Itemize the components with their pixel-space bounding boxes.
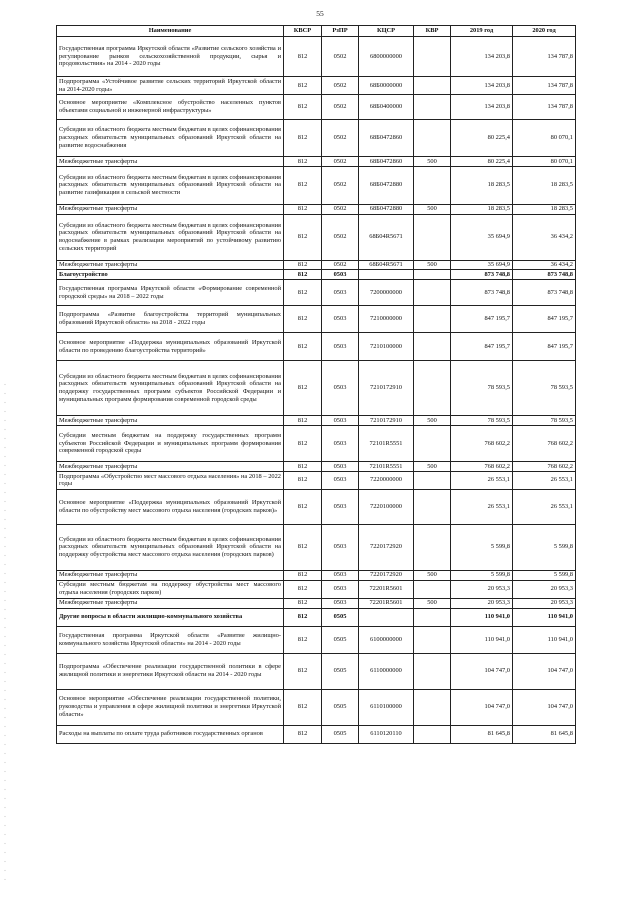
cell-2019: 847 195,7 [451, 333, 513, 361]
cell-name: Субсидии из областного бюджета местным бюджетам в целях софинансирования расходных обязательств муниципальных образований Иркутской области на развитие газификации в сельской местности [57, 166, 284, 204]
cell-2020: 26 553,1 [513, 489, 576, 524]
cell-kvr: 500 [414, 416, 451, 426]
cell-name: Межбюджетные трансферты [57, 260, 284, 270]
cell-kcsr [359, 608, 414, 626]
cell-name: Основное мероприятие «Комплексное обустройство населенных пунктов объектами социальной и инженерной инфраструктуры» [57, 95, 284, 120]
cell-kcsr: 72101R5551 [359, 462, 414, 472]
cell-2019: 18 283,5 [451, 166, 513, 204]
table-row [57, 95, 576, 120]
cell-2020: 81 645,8 [513, 725, 576, 743]
table-row [57, 653, 576, 689]
table-row [57, 361, 576, 416]
cell-kvsr: 812 [284, 95, 322, 120]
table-row [57, 608, 576, 626]
cell-rzpr: 0502 [322, 260, 359, 270]
cell-2020: 847 195,7 [513, 306, 576, 333]
table-row [57, 280, 576, 306]
header-kvsr: КВСР [284, 26, 322, 37]
cell-rzpr: 0502 [322, 77, 359, 95]
cell-2019: 134 203,8 [451, 77, 513, 95]
header-kcsr: КЦСР [359, 26, 414, 37]
cell-kvsr: 812 [284, 270, 322, 280]
cell-rzpr: 0505 [322, 689, 359, 725]
cell-rzpr: 0503 [322, 333, 359, 361]
cell-kcsr: 6110000000 [359, 653, 414, 689]
cell-kvsr: 812 [284, 689, 322, 725]
cell-2020: 104 747,0 [513, 689, 576, 725]
cell-name: Межбюджетные трансферты [57, 598, 284, 608]
cell-kcsr: 7220100000 [359, 489, 414, 524]
cell-kvsr: 812 [284, 260, 322, 270]
cell-kcsr [359, 270, 414, 280]
cell-2020: 78 593,5 [513, 361, 576, 416]
cell-kcsr: 68Б0400000 [359, 95, 414, 120]
budget-table [56, 25, 576, 744]
cell-rzpr: 0503 [322, 426, 359, 462]
cell-2020: 110 941,0 [513, 626, 576, 653]
table-row [57, 204, 576, 214]
table-row [57, 416, 576, 426]
table-row [57, 626, 576, 653]
cell-2020: 80 070,1 [513, 120, 576, 157]
cell-name: Государственная программа Иркутской области «Формирование современной городской среды» на 2018 – 2022 годы [57, 280, 284, 306]
cell-kvsr: 812 [284, 166, 322, 204]
cell-kvr [414, 280, 451, 306]
cell-kvr [414, 524, 451, 570]
cell-2020: 78 593,5 [513, 416, 576, 426]
cell-kcsr: 6100000000 [359, 626, 414, 653]
table-row [57, 580, 576, 598]
cell-kvr [414, 120, 451, 157]
table-row [57, 725, 576, 743]
cell-name: Межбюджетные трансферты [57, 570, 284, 580]
cell-name: Подпрограмма «Обеспечение реализации государственной политики в сфере жилищной политики и энергетики Иркутской области на 2014 - 2020 годы [57, 653, 284, 689]
cell-2020: 18 283,5 [513, 204, 576, 214]
table-row [57, 462, 576, 472]
cell-2019: 104 747,0 [451, 653, 513, 689]
cell-name: Межбюджетные трансферты [57, 462, 284, 472]
scan-margin-dots [3, 380, 7, 880]
cell-rzpr: 0502 [322, 157, 359, 167]
cell-2020: 134 787,8 [513, 95, 576, 120]
cell-kvsr: 812 [284, 489, 322, 524]
cell-2020: 5 599,8 [513, 524, 576, 570]
cell-kvsr: 812 [284, 361, 322, 416]
cell-2020: 36 434,2 [513, 260, 576, 270]
cell-name: Субсидии местным бюджетам на поддержку государственных программ субъектов Российской Федерации и муниципальных программ формирования современной городской среды [57, 426, 284, 462]
cell-kvsr: 812 [284, 524, 322, 570]
table-header-row [57, 26, 576, 37]
cell-2019: 110 941,0 [451, 626, 513, 653]
cell-name: Субсидии местным бюджетам на поддержку обустройства мест массового отдыха населения (городских парков) [57, 580, 284, 598]
cell-kvr [414, 608, 451, 626]
cell-kvsr: 812 [284, 598, 322, 608]
cell-kvr [414, 626, 451, 653]
table-row [57, 270, 576, 280]
cell-kvsr: 812 [284, 306, 322, 333]
cell-kvsr: 812 [284, 725, 322, 743]
header-rzpr: РзПР [322, 26, 359, 37]
cell-rzpr: 0505 [322, 608, 359, 626]
cell-2019: 35 694,9 [451, 214, 513, 260]
table-row [57, 333, 576, 361]
cell-kcsr: 68Б0472860 [359, 120, 414, 157]
cell-2019: 20 953,3 [451, 598, 513, 608]
cell-2020: 768 602,2 [513, 462, 576, 472]
cell-kvsr: 812 [284, 462, 322, 472]
cell-2020: 847 195,7 [513, 333, 576, 361]
cell-2019: 78 593,5 [451, 361, 513, 416]
cell-kvr [414, 37, 451, 77]
cell-kvsr: 812 [284, 37, 322, 77]
cell-kcsr: 72101R5551 [359, 426, 414, 462]
cell-kcsr: 68Б04R5671 [359, 260, 414, 270]
cell-rzpr: 0503 [322, 489, 359, 524]
cell-2020: 768 602,2 [513, 426, 576, 462]
cell-2019: 35 694,9 [451, 260, 513, 270]
cell-2019: 18 283,5 [451, 204, 513, 214]
cell-name: Подпрограмма «Устойчивое развитие сельских территорий Иркутской области на 2014-2020 годы» [57, 77, 284, 95]
cell-2020: 20 953,3 [513, 580, 576, 598]
cell-kvsr: 812 [284, 333, 322, 361]
cell-2020: 26 553,1 [513, 471, 576, 489]
cell-2019: 5 599,8 [451, 570, 513, 580]
cell-kvr: 500 [414, 157, 451, 167]
cell-2020: 873 748,8 [513, 270, 576, 280]
cell-name: Основное мероприятие «Обеспечение реализации государственной политики, руководства и управления в сфере жилищной политики и энергетики Иркутской области» [57, 689, 284, 725]
table-row [57, 166, 576, 204]
cell-rzpr: 0502 [322, 214, 359, 260]
cell-rzpr: 0503 [322, 471, 359, 489]
cell-rzpr: 0503 [322, 524, 359, 570]
header-2020: 2020 год [513, 26, 576, 37]
cell-kcsr: 72201R5601 [359, 598, 414, 608]
cell-kvr: 500 [414, 570, 451, 580]
cell-kvr [414, 214, 451, 260]
cell-rzpr: 0502 [322, 120, 359, 157]
cell-kcsr: 72201R5601 [359, 580, 414, 598]
cell-rzpr: 0503 [322, 570, 359, 580]
table-body [57, 37, 576, 744]
cell-kcsr: 7210100000 [359, 333, 414, 361]
cell-rzpr: 0505 [322, 725, 359, 743]
cell-2020: 134 787,8 [513, 37, 576, 77]
cell-2020: 36 434,2 [513, 214, 576, 260]
cell-kvr: 500 [414, 462, 451, 472]
cell-2019: 20 953,3 [451, 580, 513, 598]
cell-2019: 80 225,4 [451, 157, 513, 167]
cell-kcsr: 7220000000 [359, 471, 414, 489]
cell-rzpr: 0503 [322, 270, 359, 280]
cell-kvr [414, 689, 451, 725]
cell-rzpr: 0502 [322, 37, 359, 77]
cell-rzpr: 0503 [322, 280, 359, 306]
cell-2020: 5 599,8 [513, 570, 576, 580]
cell-name: Основное мероприятие «Поддержка муниципальных образований Иркутской области по обустройству мест массового отдыха населения (городских парков)» [57, 489, 284, 524]
cell-kcsr: 7220172920 [359, 570, 414, 580]
page-number: 55 [316, 9, 324, 18]
cell-kvr [414, 471, 451, 489]
cell-2019: 26 553,1 [451, 489, 513, 524]
table-row [57, 77, 576, 95]
cell-kvr [414, 270, 451, 280]
cell-kvr [414, 333, 451, 361]
header-2019: 2019 год [451, 26, 513, 37]
cell-kvr [414, 361, 451, 416]
cell-rzpr: 0503 [322, 416, 359, 426]
cell-kvsr: 812 [284, 416, 322, 426]
cell-rzpr: 0502 [322, 95, 359, 120]
header-name: Наименование [57, 26, 284, 37]
cell-kvsr: 812 [284, 77, 322, 95]
cell-kcsr: 68Б0000000 [359, 77, 414, 95]
table-row [57, 598, 576, 608]
cell-2019: 873 748,8 [451, 280, 513, 306]
table-row [57, 689, 576, 725]
table-row [57, 306, 576, 333]
cell-rzpr: 0502 [322, 204, 359, 214]
cell-rzpr: 0503 [322, 306, 359, 333]
cell-2020: 80 070,1 [513, 157, 576, 167]
cell-name: Государственная программа Иркутской области «Развитие сельского хозяйства и регулирование рынков сельскохозяйственной продукции, сырья и продовольствия» на 2014 - 2020 годы [57, 37, 284, 77]
cell-kvsr: 812 [284, 608, 322, 626]
cell-kcsr: 6800000000 [359, 37, 414, 77]
cell-kvr: 500 [414, 260, 451, 270]
cell-2020: 134 787,8 [513, 77, 576, 95]
table-row [57, 260, 576, 270]
cell-2019: 768 602,2 [451, 462, 513, 472]
cell-2019: 5 599,8 [451, 524, 513, 570]
cell-rzpr: 0503 [322, 462, 359, 472]
table-row [57, 214, 576, 260]
cell-kcsr: 6110100000 [359, 689, 414, 725]
cell-kvr [414, 725, 451, 743]
cell-kvr [414, 306, 451, 333]
cell-kcsr: 7210172910 [359, 361, 414, 416]
cell-rzpr: 0503 [322, 580, 359, 598]
table-row [57, 489, 576, 524]
cell-kvr [414, 580, 451, 598]
cell-kvr [414, 166, 451, 204]
cell-2020: 110 941,0 [513, 608, 576, 626]
cell-rzpr: 0502 [322, 166, 359, 204]
cell-kvr: 500 [414, 598, 451, 608]
cell-name: Расходы на выплаты по оплате труда работников государственных органов [57, 725, 284, 743]
table-row [57, 37, 576, 77]
cell-name: Благоустройство [57, 270, 284, 280]
cell-kcsr: 68Б04R5671 [359, 214, 414, 260]
cell-name: Подпрограмма «Развитие благоустройства территорий муниципальных образований Иркутской области» на 2018 - 2022 годы [57, 306, 284, 333]
header-kvr: КВР [414, 26, 451, 37]
cell-name: Другие вопросы в области жилищно-коммунального хозяйства [57, 608, 284, 626]
cell-kcsr: 68Б0472880 [359, 204, 414, 214]
cell-2020: 18 283,5 [513, 166, 576, 204]
cell-2019: 26 553,1 [451, 471, 513, 489]
cell-kvsr: 812 [284, 471, 322, 489]
cell-kvsr: 812 [284, 204, 322, 214]
cell-2019: 110 941,0 [451, 608, 513, 626]
cell-rzpr: 0505 [322, 653, 359, 689]
cell-2019: 134 203,8 [451, 95, 513, 120]
cell-name: Субсидии из областного бюджета местным бюджетам в целях софинансирования расходных обязательств муниципальных образований Иркутской области на поддержку обустройства мест массового отдыха населения (городских парков) [57, 524, 284, 570]
cell-name: Субсидии из областного бюджета местным бюджетам в целях софинансирования расходных обязательств муниципальных образований Иркутской области на развитие водоснабжения [57, 120, 284, 157]
table-row [57, 471, 576, 489]
cell-kvsr: 812 [284, 157, 322, 167]
cell-2020: 104 747,0 [513, 653, 576, 689]
cell-kvsr: 812 [284, 280, 322, 306]
cell-name: Основное мероприятие «Поддержка муниципальных образований Иркутской области по проведению благоустройства территорий» [57, 333, 284, 361]
cell-kvsr: 812 [284, 426, 322, 462]
cell-name: Межбюджетные трансферты [57, 416, 284, 426]
cell-kvsr: 812 [284, 214, 322, 260]
cell-kcsr: 68Б0472880 [359, 166, 414, 204]
cell-kcsr: 7220172920 [359, 524, 414, 570]
cell-kvr [414, 653, 451, 689]
cell-kvsr: 812 [284, 653, 322, 689]
cell-2019: 134 203,8 [451, 37, 513, 77]
cell-kcsr: 7210000000 [359, 306, 414, 333]
cell-kvsr: 812 [284, 570, 322, 580]
cell-2019: 847 195,7 [451, 306, 513, 333]
cell-2019: 78 593,5 [451, 416, 513, 426]
cell-kvr: 500 [414, 204, 451, 214]
cell-rzpr: 0503 [322, 598, 359, 608]
table-row [57, 120, 576, 157]
table-row [57, 570, 576, 580]
cell-kvr [414, 77, 451, 95]
cell-kvsr: 812 [284, 120, 322, 157]
cell-kvsr: 812 [284, 580, 322, 598]
cell-name: Государственная программа Иркутской области «Развитие жилищно-коммунального хозяйства Иркутской области» на 2014 - 2020 годы [57, 626, 284, 653]
cell-kcsr: 7200000000 [359, 280, 414, 306]
cell-kcsr: 6110120110 [359, 725, 414, 743]
cell-kvr [414, 426, 451, 462]
cell-rzpr: 0503 [322, 361, 359, 416]
table-row [57, 157, 576, 167]
cell-name: Подпрограмма «Обустройство мест массового отдыха населения» на 2018 – 2022 годы [57, 471, 284, 489]
cell-rzpr: 0505 [322, 626, 359, 653]
cell-2019: 80 225,4 [451, 120, 513, 157]
cell-name: Межбюджетные трансферты [57, 157, 284, 167]
table-row [57, 524, 576, 570]
table-row [57, 426, 576, 462]
cell-kvsr: 812 [284, 626, 322, 653]
cell-2019: 768 602,2 [451, 426, 513, 462]
cell-2020: 873 748,8 [513, 280, 576, 306]
cell-2019: 873 748,8 [451, 270, 513, 280]
cell-name: Межбюджетные трансферты [57, 204, 284, 214]
cell-kcsr: 68Б0472860 [359, 157, 414, 167]
cell-kvr [414, 489, 451, 524]
cell-2019: 81 645,8 [451, 725, 513, 743]
cell-2019: 104 747,0 [451, 689, 513, 725]
cell-2020: 20 953,3 [513, 598, 576, 608]
cell-name: Субсидии из областного бюджета местным бюджетам в целях софинансирования расходных обязательств муниципальных образований Иркутской области на поддержку государственных программ субъектов Российской Федерации и муниципальных программ формирования современной городской среды [57, 361, 284, 416]
cell-name: Субсидии из областного бюджета местным бюджетам в целях софинансирования расходных обязательств муниципальных образований Иркутской области на водоснабжение в рамках реализации мероприятий по устойчивому развитию сельских территорий [57, 214, 284, 260]
cell-kcsr: 7210172910 [359, 416, 414, 426]
cell-kvr [414, 95, 451, 120]
